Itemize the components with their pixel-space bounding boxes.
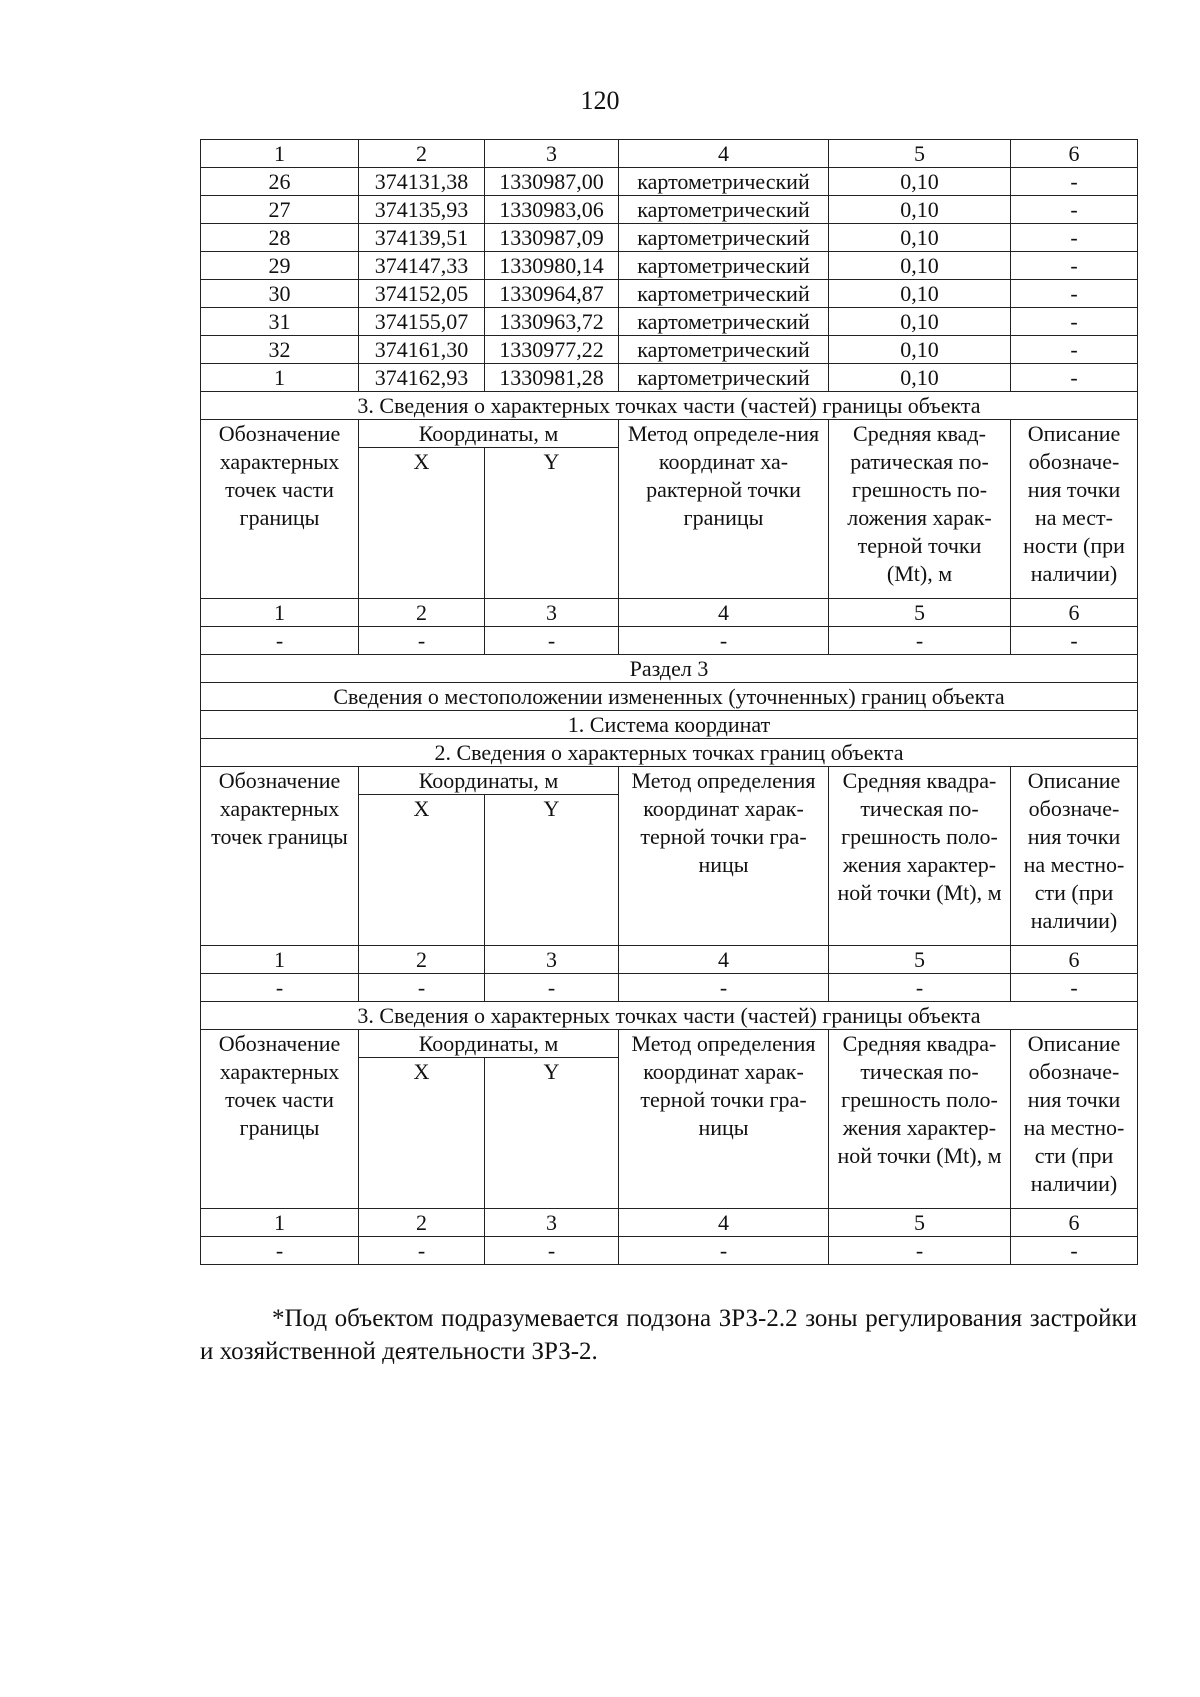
header-description: Описание обозначе-ния точки на местно-сти (при наличии) — [1011, 767, 1138, 946]
empty-cell: - — [359, 627, 485, 655]
point-x: 374162,93 — [359, 364, 485, 392]
point-row — [201, 252, 1138, 280]
column-number: 5 — [829, 140, 1011, 168]
point-mt: 0,10 — [829, 280, 1011, 308]
point-y: 1330963,72 — [485, 308, 619, 336]
point-method: картометрический — [619, 196, 829, 224]
point-y: 1330987,09 — [485, 224, 619, 252]
header-coordinates: Координаты, м — [359, 1030, 619, 1058]
column-number: 3 — [485, 946, 619, 974]
column-number: 4 — [619, 599, 829, 627]
empty-cell: - — [1011, 627, 1138, 655]
header-mt: Средняя квадра-тическая по-грешность поло-жения характер-ной точки (Mt), м — [829, 767, 1011, 946]
empty-cell: - — [485, 1237, 619, 1265]
column-number: 4 — [619, 1209, 829, 1237]
point-number: 1 — [201, 364, 359, 392]
point-number: 28 — [201, 224, 359, 252]
system-title — [201, 711, 1138, 739]
header-coordinates: Координаты, м — [359, 767, 619, 795]
point-y: 1330987,00 — [485, 168, 619, 196]
header-method: Метод определе-ния координат ха-рактерной точки границы — [619, 420, 829, 599]
point-x: 374139,51 — [359, 224, 485, 252]
column-number: 2 — [359, 946, 485, 974]
point-mt: 0,10 — [829, 224, 1011, 252]
point-y: 1330981,28 — [485, 364, 619, 392]
parts-title-2 — [201, 1002, 1138, 1030]
point-mt: 0,10 — [829, 364, 1011, 392]
column-number: 1 — [201, 599, 359, 627]
point-x: 374152,05 — [359, 280, 485, 308]
point-y: 1330964,87 — [485, 280, 619, 308]
header-row — [201, 767, 1138, 795]
point-row — [201, 224, 1138, 252]
column-number: 5 — [829, 599, 1011, 627]
header-x: X — [359, 795, 485, 946]
coordinates-table — [200, 139, 1138, 1265]
empty-cell: - — [619, 1237, 829, 1265]
empty-cell: - — [829, 1237, 1011, 1265]
point-number: 31 — [201, 308, 359, 336]
column-number: 3 — [485, 1209, 619, 1237]
point-method: картометрический — [619, 336, 829, 364]
point-row — [201, 364, 1138, 392]
header-y: Y — [485, 795, 619, 946]
column-number: 5 — [829, 1209, 1011, 1237]
point-number: 30 — [201, 280, 359, 308]
point-row — [201, 196, 1138, 224]
point-method: картометрический — [619, 280, 829, 308]
point-y: 1330983,06 — [485, 196, 619, 224]
point-number: 29 — [201, 252, 359, 280]
header-description: Описание обозначе-ния точки на местно-сти (при наличии) — [1011, 1030, 1138, 1209]
point-number: 32 — [201, 336, 359, 364]
column-number: 3 — [485, 140, 619, 168]
empty-data-row — [201, 974, 1138, 1002]
point-number: 27 — [201, 196, 359, 224]
header-y: Y — [485, 1058, 619, 1209]
parts-title-2-cell: 3. Сведения о характерных точках части (частей) границы объекта — [201, 1002, 1138, 1030]
empty-cell: - — [829, 627, 1011, 655]
point-row — [201, 168, 1138, 196]
points-title — [201, 739, 1138, 767]
point-y: 1330977,22 — [485, 336, 619, 364]
point-number: 26 — [201, 168, 359, 196]
header-coordinates: Координаты, м — [359, 420, 619, 448]
point-x: 374155,07 — [359, 308, 485, 336]
column-number: 2 — [359, 1209, 485, 1237]
razdel-subtitle — [201, 683, 1138, 711]
column-number: 6 — [1011, 599, 1138, 627]
column-number: 2 — [359, 599, 485, 627]
empty-cell: - — [485, 974, 619, 1002]
header-mt: Средняя квад-ратическая по-грешность по-ложения харак-терной точки (Mt), м — [829, 420, 1011, 599]
column-numbers-row — [201, 1209, 1138, 1237]
header-row — [201, 420, 1138, 448]
point-method: картометрический — [619, 308, 829, 336]
header-row — [201, 1030, 1138, 1058]
point-description: - — [1011, 280, 1138, 308]
empty-cell: - — [619, 627, 829, 655]
column-number: 6 — [1011, 1209, 1138, 1237]
empty-data-row — [201, 1237, 1138, 1265]
column-number: 2 — [359, 140, 485, 168]
column-number: 3 — [485, 599, 619, 627]
point-x: 374131,38 — [359, 168, 485, 196]
point-description: - — [1011, 336, 1138, 364]
empty-cell: - — [619, 974, 829, 1002]
point-description: - — [1011, 168, 1138, 196]
header-description: Описание обозначе-ния точки на мест-ности (при наличии) — [1011, 420, 1138, 599]
point-description: - — [1011, 364, 1138, 392]
point-mt: 0,10 — [829, 308, 1011, 336]
point-x: 374135,93 — [359, 196, 485, 224]
header-method: Метод определения координат харак-терной точки гра-ницы — [619, 767, 829, 946]
point-description: - — [1011, 224, 1138, 252]
point-method: картометрический — [619, 252, 829, 280]
column-number: 4 — [619, 946, 829, 974]
empty-cell: - — [485, 627, 619, 655]
point-row — [201, 336, 1138, 364]
empty-cell: - — [201, 1237, 359, 1265]
column-number: 4 — [619, 140, 829, 168]
header-method: Метод определения координат харак-терной точки гра-ницы — [619, 1030, 829, 1209]
razdel-title — [201, 655, 1138, 683]
point-x: 374161,30 — [359, 336, 485, 364]
point-description: - — [1011, 308, 1138, 336]
razdel-title-cell: Раздел 3 — [201, 655, 1138, 683]
footnote: *Под объектом подразумевается подзона ЗРЗ-2.2 зоны регулирования застройки и хозяйственной деятельности ЗРЗ-2. — [200, 1305, 1137, 1365]
point-x: 374147,33 — [359, 252, 485, 280]
column-number: 6 — [1011, 946, 1138, 974]
empty-data-row — [201, 627, 1138, 655]
point-method: картометрический — [619, 224, 829, 252]
empty-cell: - — [829, 974, 1011, 1002]
page-number: 120 — [580, 86, 620, 115]
point-mt: 0,10 — [829, 196, 1011, 224]
point-description: - — [1011, 252, 1138, 280]
header-designation: Обозначение характерных точек части границы — [201, 1030, 359, 1209]
column-numbers-row — [201, 140, 1138, 168]
point-mt: 0,10 — [829, 168, 1011, 196]
system-title-cell: 1. Система координат — [201, 711, 1138, 739]
empty-cell: - — [201, 627, 359, 655]
header-designation: Обозначение характерных точек границы — [201, 767, 359, 946]
point-mt: 0,10 — [829, 252, 1011, 280]
column-number: 6 — [1011, 140, 1138, 168]
empty-cell: - — [1011, 1237, 1138, 1265]
point-row — [201, 280, 1138, 308]
point-method: картометрический — [619, 364, 829, 392]
empty-cell: - — [359, 1237, 485, 1265]
column-number: 5 — [829, 946, 1011, 974]
point-y: 1330980,14 — [485, 252, 619, 280]
razdel-subtitle-cell: Сведения о местоположении измененных (уточненных) границ объекта — [201, 683, 1138, 711]
header-designation: Обозначение характерных точек части границы — [201, 420, 359, 599]
section-parts-title — [201, 392, 1138, 420]
point-mt: 0,10 — [829, 336, 1011, 364]
point-description: - — [1011, 196, 1138, 224]
empty-cell: - — [359, 974, 485, 1002]
point-method: картометрический — [619, 168, 829, 196]
point-row — [201, 308, 1138, 336]
header-mt: Средняя квадра-тическая по-грешность поло-жения характер-ной точки (Mt), м — [829, 1030, 1011, 1209]
empty-cell: - — [1011, 974, 1138, 1002]
empty-cell: - — [201, 974, 359, 1002]
header-y: Y — [485, 448, 619, 599]
column-numbers-row — [201, 946, 1138, 974]
points-title-cell: 2. Сведения о характерных точках границ объекта — [201, 739, 1138, 767]
header-x: X — [359, 1058, 485, 1209]
column-number: 1 — [201, 1209, 359, 1237]
header-x: X — [359, 448, 485, 599]
column-numbers-row — [201, 599, 1138, 627]
column-number: 1 — [201, 946, 359, 974]
section-parts-title-cell: 3. Сведения о характерных точках части (частей) границы объекта — [201, 392, 1138, 420]
column-number: 1 — [201, 140, 359, 168]
